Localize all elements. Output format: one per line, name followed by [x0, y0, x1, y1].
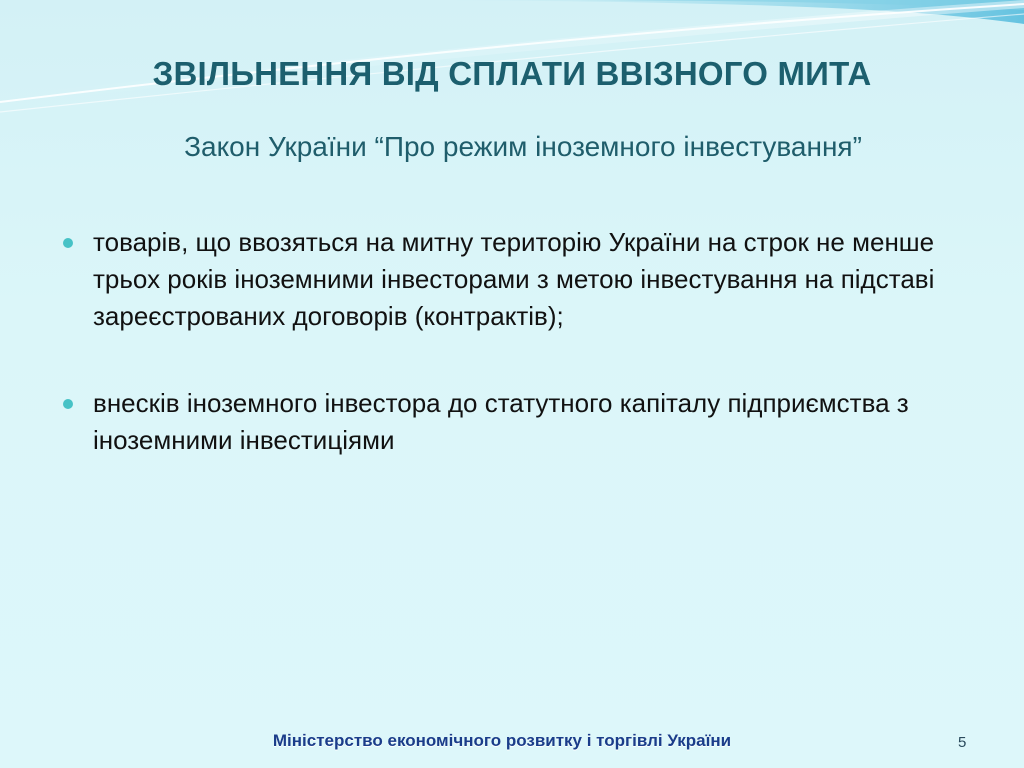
- slide-title: ЗВІЛЬНЕННЯ ВІД СПЛАТИ ВВІЗНОГО МИТА: [152, 55, 872, 92]
- bullet-item: [60, 224, 980, 335]
- bullet-list: [60, 224, 980, 459]
- bullet-icon: [63, 399, 73, 409]
- bullet-icon: [63, 238, 73, 248]
- page-number: 5: [958, 734, 967, 751]
- bullet-text: товарів, що ввозяться на митну територію України на строк не менше трьох років іноземними інвесторами з метою інвестування на підставі зареєстрованих договорів (контрактів);: [93, 227, 935, 331]
- bullet-text: внесків іноземного інвестора до статутного капіталу підприємства з іноземними інвестиціями: [93, 388, 909, 455]
- slide-subtitle: Закон України “Про режим іноземного інвестування”: [184, 131, 862, 162]
- bullet-item: [60, 385, 980, 459]
- footer-text: Міністерство економічного розвитку і торгівлі України: [272, 731, 732, 750]
